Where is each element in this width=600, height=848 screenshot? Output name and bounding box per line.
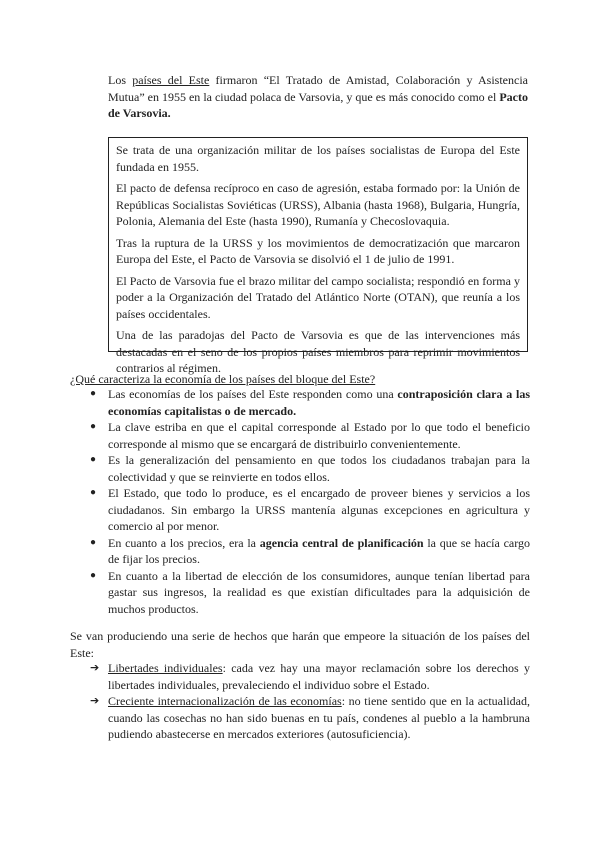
box-paragraph-1: Se trata de una organización militar de los países socialistas de Europa del Este fundada en 1955. — [116, 143, 520, 174]
info-box — [108, 137, 528, 375]
arrow-2-underlined: Creciente internacionalización de las economías — [108, 694, 342, 708]
bullet-3-text: Es la generalización del pensamiento en que todos los ciudadanos trabajan para la colectividad y que se reinvierte en todos ellos. — [108, 453, 530, 484]
bullet-icon: ● — [90, 421, 97, 432]
bullet-item — [70, 386, 530, 419]
arrow-item — [70, 660, 530, 693]
situation-arrow-list — [70, 660, 530, 743]
bullet-item — [70, 452, 530, 485]
bullet-icon: ● — [90, 388, 97, 399]
economy-question-heading: ¿Qué caracteriza la economía de los países del bloque del Este? — [70, 372, 376, 386]
bullet-icon: ● — [90, 536, 97, 548]
bullet-item — [70, 419, 530, 452]
arrow-1-underlined: Libertades individuales — [108, 661, 223, 675]
arrow-right-icon: ➔ — [90, 694, 100, 707]
bullet-1-text: Las economías de los países del Este responden como una — [108, 387, 398, 401]
box-paragraph-3: Tras la ruptura de la URSS y los movimientos de democratización que marcaron Europa del Este, el Pacto de Varsovia se disolvió el 1 de julio de 1991. — [116, 235, 520, 266]
arrow-1-text: : cada vez hay una mayor reclamación sobre los derechos y libertades individuales, prevaleciendo el individuo sobre el Estado. — [108, 661, 530, 692]
bullet-item — [70, 568, 530, 618]
bullet-5-bold: agencia central de planificación — [259, 535, 424, 550]
economy-bullet-list — [70, 386, 530, 617]
box-paragraph-2: El pacto de defensa recíproco en caso de agresión, estaba formado por: la Unión de Repúblicas Socialistas Soviéticas (URSS), Albania (hasta 1968), Bulgaria, Hungría, Polonia, Alemania del Este (hasta 1990), Rumanía y Checoslovaquia. — [116, 181, 520, 228]
arrow-right-icon: ➔ — [90, 661, 100, 674]
paises-del-este-link: países del Este — [132, 73, 210, 87]
bullet-icon: ● — [90, 569, 97, 581]
arrow-2-text: : no tiene sentido que en la actualidad, cuando las cosechas no han sido buenas en tu país, condenes al pueblo a la hambruna pudiendo abastecerse en mercados exteriores (autosuficiencia). — [108, 694, 531, 741]
bullet-item — [70, 535, 530, 568]
bullet-5-text-b: la que se hacía cargo de fijar los precios. — [108, 535, 531, 566]
intro-text-a: Los — [108, 73, 133, 87]
intro-text-b: firmaron “El Tratado de Amistad, Colaboración y Asistencia Mutua” en 1955 en la ciudad polaca de Varsovia, y que es más conocido como el — [108, 73, 528, 104]
intro-paragraph — [108, 72, 528, 122]
arrow-item — [70, 693, 530, 743]
bullet-4-text: El Estado, que todo lo produce, es el encargado de proveer bienes y servicios a los ciudadanos. Sin embargo la URSS mantenía algunas excepciones en agricultura y comercio al por menor. — [108, 486, 530, 533]
bullet-1-bold: contraposición clara a las economías capitalistas o de mercado. — [108, 387, 530, 418]
bullet-2-text: La clave estriba en que el capital corresponde al Estado por lo que todo el beneficio corresponde al mismo que se encargará de distribuirlo convenientemente. — [108, 420, 530, 451]
bullet-5-text-a: En cuanto a los precios, era la — [108, 535, 260, 550]
bullet-6-text: En cuanto a la libertad de elección de los consumidores, aunque tenían libertad para gastar sus ingresos, la realidad es que existían dificultades para la adquisición de muchos productos. — [108, 568, 530, 616]
situation-intro-paragraph: Se van produciendo una serie de hechos que harán que empeore la situación de los países del Este: — [70, 629, 530, 660]
bullet-icon: ● — [90, 487, 97, 498]
bullet-item — [70, 485, 530, 535]
pacto-de-varsovia-bold: Pacto de Varsovia. — [108, 89, 528, 120]
box-paragraph-5: Una de las paradojas del Pacto de Varsovia es que de las intervenciones más destacadas en el seno de los propios países miembros para reprimir movimientos contrarios al régimen. — [116, 328, 520, 375]
bullet-icon: ● — [90, 454, 97, 465]
box-paragraph-4: El Pacto de Varsovia fue el brazo militar del campo socialista; respondió en forma y poder a la Organización del Tratado del Atlántico Norte (OTAN), que reunía a los países occidentales. — [116, 273, 520, 321]
